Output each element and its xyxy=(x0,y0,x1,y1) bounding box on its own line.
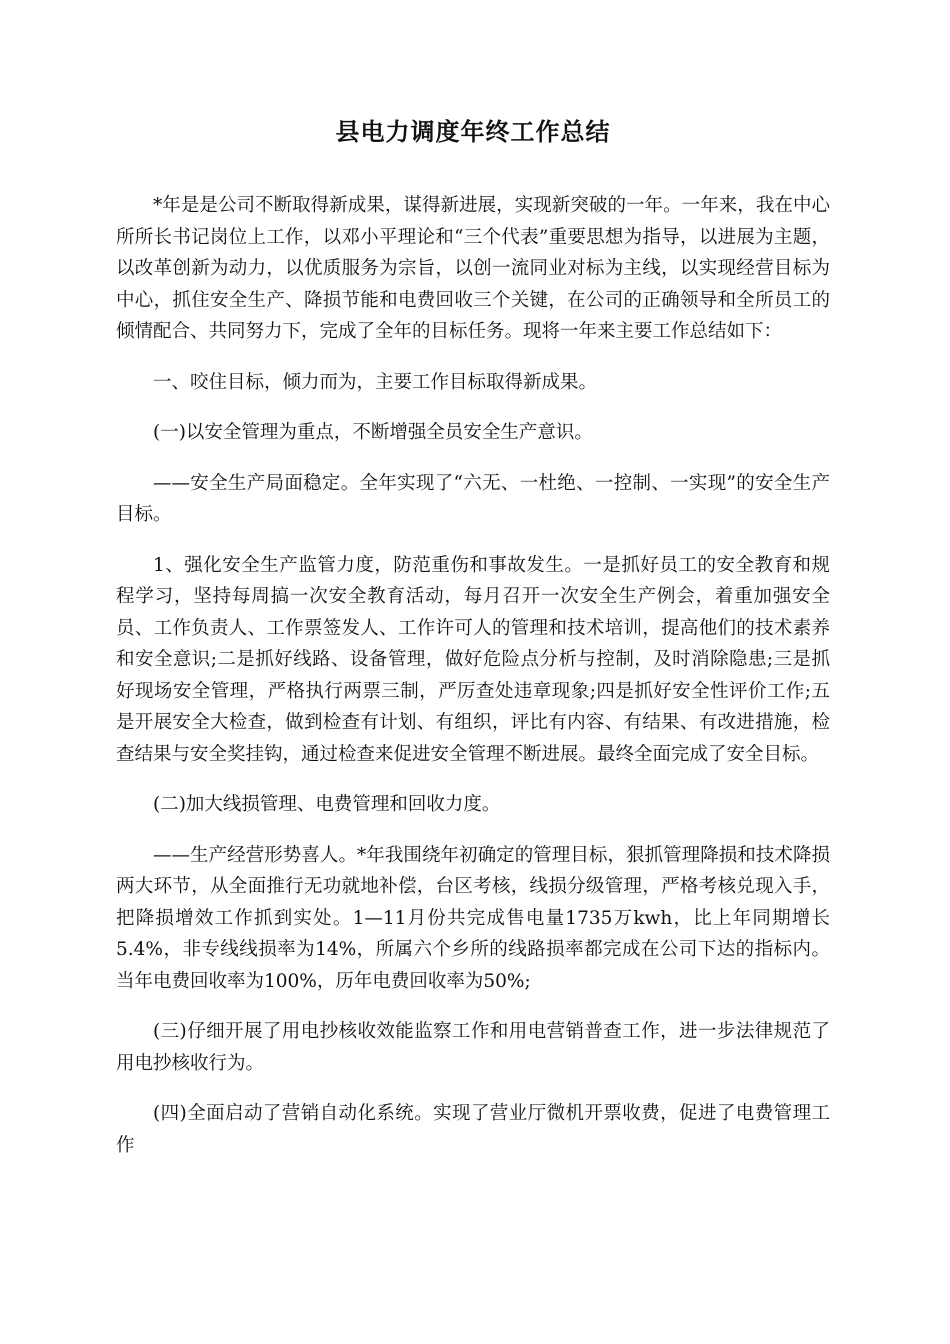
paragraph-operations: ——生产经营形势喜人。*年我围绕年初确定的管理目标，狠抓管理降损和技术降损两大环节，从全面推行无功就地补偿，台区考核，线损分级管理，严格考核兑现入手，把降损增效工作抓到实处。1—11月份共完成售电量1735万kwh，比上年同期增长5.4%，非专线线损率为14%，所属六个乡所的线路损率都完成在公司下达的指标内。当年电费回收率为100%，历年电费回收率为50%; xyxy=(116,844,830,992)
subsection-heading-2: (二)加大线损管理、电费管理和回收力度。 xyxy=(153,794,501,815)
document-title: 县电力调度年终工作总结 xyxy=(335,117,611,146)
subsection-heading-3: (三)仔细开展了用电抄核收效能监察工作和用电营销普查工作，进一步法律规范了用电抄核收行为。 xyxy=(116,1021,830,1074)
paragraph-safety-detail: 1、强化安全生产监管力度，防范重伤和事故发生。一是抓好员工的安全教育和规程学习，坚持每周搞一次安全教育活动，每月召开一次安全生产例会，着重加强安全员、工作负责人、工作票签发人、工作许可人的管理和技术培训，提高他们的技术素养和安全意识;二是抓好线路、设备管理，做好危险点分析与控制，及时消除隐患;三是抓好现场安全管理，严格执行两票三制，严厉查处违章现象;四是抓好安全性评价工作;五是开展安全大检查，做到检查有计划、有组织，评比有内容、有结果、有改进措施，检查结果与安全奖挂钩，通过检查来促进安全管理不断进展。最终全面完成了安全目标。 xyxy=(116,554,830,765)
paragraph-intro: *年是是公司不断取得新成果，谋得新进展，实现新突破的一年。一年来，我在中心所所长书记岗位上工作，以邓小平理论和“三个代表”重要思想为指导，以进展为主题，以改革创新为动力，以优质服务为宗旨，以创一流同业对标为主线，以实现经营目标为中心，抓住安全生产、降损节能和电费回收三个关键，在公司的正确领导和全所员工的倾情配合、共同努力下，完成了全年的目标任务。现将一年来主要工作总结如下： xyxy=(116,195,830,342)
subsection-heading-4: (四)全面启动了营销自动化系统。实现了营业厅微机开票收费，促进了电费管理工作 xyxy=(116,1103,830,1156)
subsection-heading-1: (一)以安全管理为重点，不断增强全员安全生产意识。 xyxy=(153,422,593,443)
section-heading-1: 一、咬住目标，倾力而为，主要工作目标取得新成果。 xyxy=(153,371,598,393)
document-page xyxy=(116,112,830,1180)
paragraph-safety-summary: ——安全生产局面稳定。全年实现了“六无、一杜绝、一控制、一实现”的安全生产目标。 xyxy=(116,472,830,525)
